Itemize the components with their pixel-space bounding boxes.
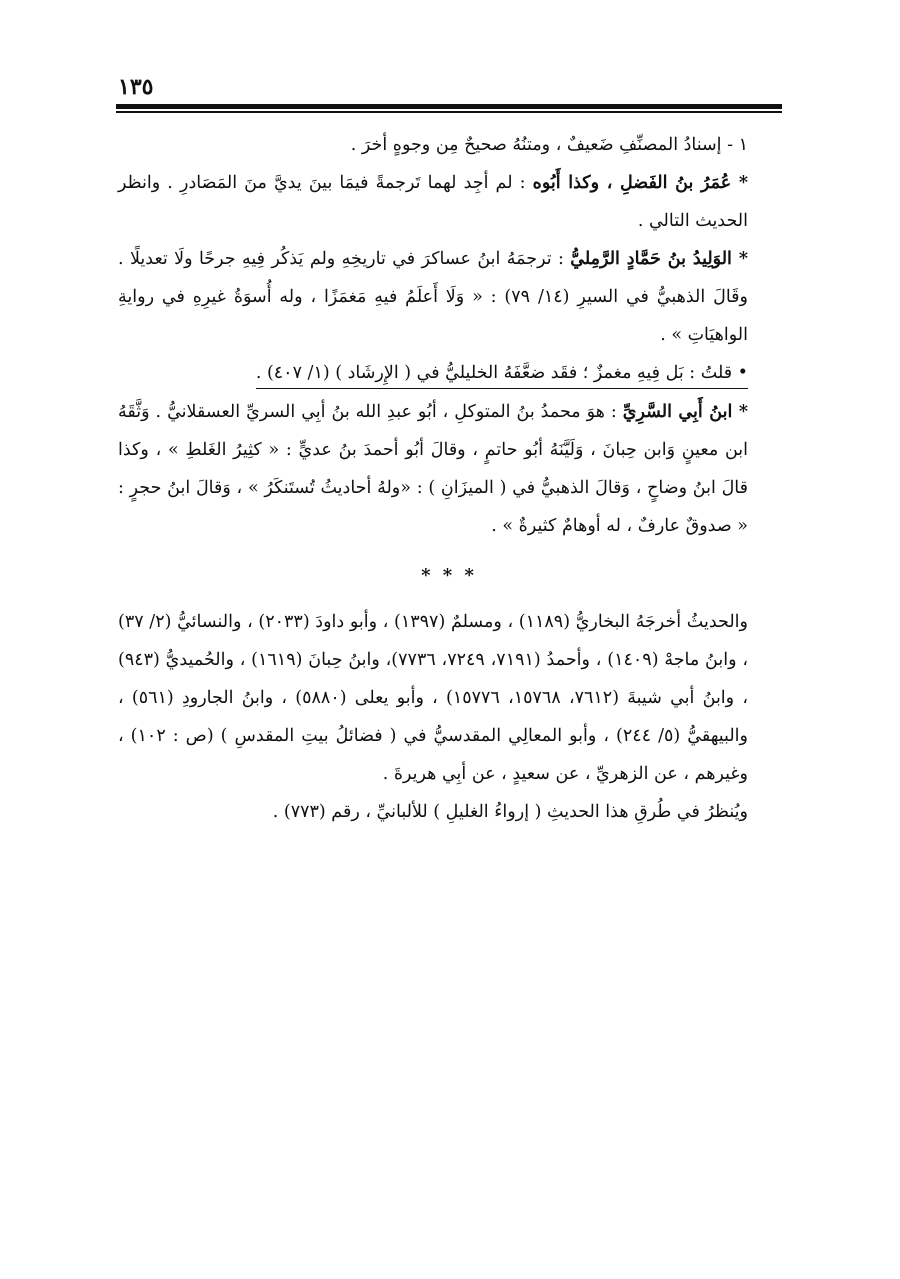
takhrij-reference: ويُنظرُ في طُرقِ هذا الحديثِ ( إرواءُ الغليلِ ) للألبانيِّ ، رقم (٧٧٣) . (272, 802, 748, 822)
note-paragraph-1: ١ - إسنادُ المصنِّفِ ضَعيفٌ ، ومتنُهُ صحيحٌ مِن وجوهٍ أخرَ . (350, 135, 748, 155)
narrator-name: * الوَلِيدُ بنُ حَمَّادٍ الرَّمِليُّ (570, 249, 748, 269)
narrator-name: * ابنُ أَبِي السَّرِيِّ (622, 402, 748, 422)
narrator-note: : هوَ محمدُ بنُ المتوكلِ ، أبُو عبدِ الله بنُ أبِي السريِّ العسقلانيُّ . وَثَّقَهُ ابن معينٍ وَابن حِبانَ ، وَلَيَّنَهُ أبُو حاتمٍ ، وقالَ أبُو أحمدَ بنُ عديٍّ : « كثِيرُ الغَلطِ » ، وكذا قالَ ابنُ وضاحٍ ، وَقالَ الذهبيُّ في ( الميزَانِ ) : «ولهُ أحاديثُ تُستَنكَرُ » ، وَقالَ ابنُ حجرٍ : « صدوقٌ عارفٌ ، له أوهامٌ كثيرةٌ » . (118, 402, 748, 536)
header-rule-thick (116, 104, 782, 109)
author-comment: • قلتُ : بَل فِيهِ مغمزٌ ؛ فقَد ضعَّفَهُ الخليليُّ في ( الإِرشَاد ) (١/ ٤٠٧) . (256, 358, 748, 389)
narrator-note: : ترجمَهُ ابنُ عساكرَ في تاريخِهِ ولم يَذكُر فِيهِ جرحًا ولَا تعديلًا . وقَالَ الذهبيُّ في السيرِ (١٤/ ٧٩) : « وَلَا أَعلَمُ فيهِ مَغمَزًا ، وله أُسوَةُ غيرِهِ في روايةِ الواهيَاتِ » . (118, 249, 748, 345)
section-separator: * * * (421, 565, 477, 586)
note-paragraph-4 (118, 354, 780, 393)
narrator-name: * عُمَرُ بنُ الفَضلِ ، وكذا أَبُوه (532, 173, 748, 193)
page-content (118, 126, 780, 831)
takhrij-paragraph: والحديثُ أخرجَهُ البخاريُّ (١١٨٩) ، ومسلمٌ (١٣٩٧) ، وأبو داودَ (٢٠٣٣) ، والنسائيُّ (٢/ ٣٧) ، وابنُ ماجهْ (١٤٠٩) ، وأحمدُ (٧١٩١، ٧٢٤٩، ٧٧٣٦)، وابنُ حِبانَ (١٦١٩) ، والحُميديُّ (٩٤٣) ، وابنُ أبي شيبةَ (٧٦١٢، ١٥٧٦٨، ١٥٧٧٦) ، وأبو يعلى (٥٨٨٠) ، وابنُ الجارودِ (٥٦١) ، والبيهقيُّ (٥/ ٢٤٤) ، وأبو المعالِي المقدسيُّ في ( فضائلُ بيتِ المقدسِ ) (ص : ١٠٢) ، وغيرهم ، عن الزهريِّ ، عن سعيدٍ ، عن أبِي هريرةَ . (118, 612, 749, 784)
page-number: ١٣٥ (118, 74, 154, 100)
note-paragraph-5 (118, 393, 780, 545)
narrator-note: : لم أجِد لهما تَرجمةً فيمَا بينَ يديَّ منَ المَصَادرِ . وانظر الحديث التالي . (118, 173, 748, 231)
note-paragraph-2 (118, 164, 780, 240)
header-rule-thin (116, 111, 782, 113)
note-paragraph-3 (118, 240, 780, 354)
